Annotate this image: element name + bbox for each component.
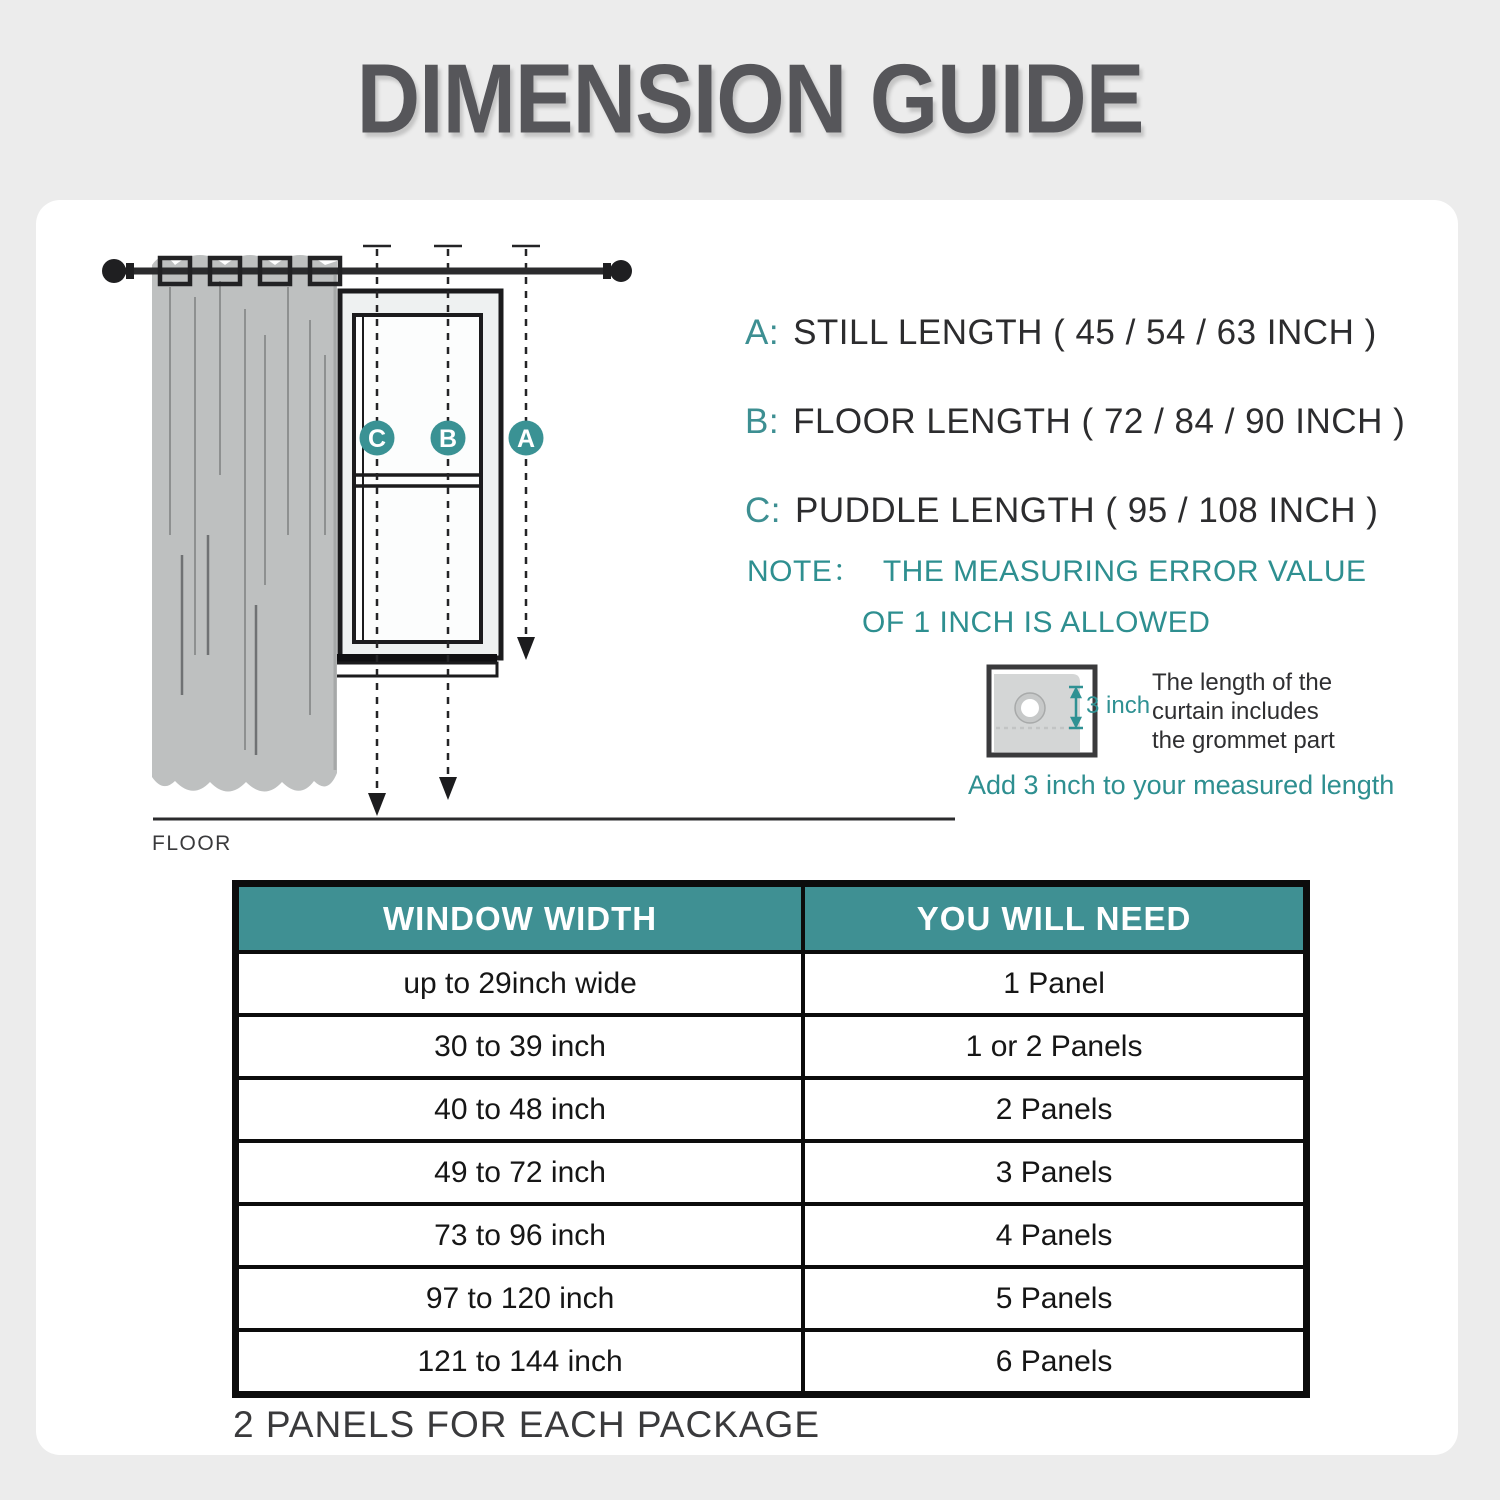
curtain-illustration [152,255,337,792]
marker-b-label: B [438,425,458,453]
cell-panels-needed: 6 Panels [803,1330,1306,1395]
marker-c-label: C [367,425,387,453]
table-header-row [236,884,1307,953]
legend-c-text: PUDDLE LENGTH ( 95 / 108 INCH ) [795,491,1379,530]
cell-window-width: up to 29inch wide [236,952,804,1015]
grommet-description-2: curtain includes [1152,698,1319,725]
note-label: NOTE： [747,555,863,588]
cell-panels-needed: 3 Panels [803,1141,1306,1204]
panel-size-table [232,880,1310,1398]
table-row [236,1015,1307,1078]
legend-c-prefix: C: [745,491,781,530]
cell-window-width: 97 to 120 inch [236,1267,804,1330]
table-row [236,1078,1307,1141]
table-row [236,1267,1307,1330]
grommet-description-3: the grommet part [1152,727,1335,754]
cell-window-width: 49 to 72 inch [236,1141,804,1204]
legend-a-prefix: A: [745,313,780,352]
legend-floor-length [745,402,1405,442]
grommet-detail-figure [986,664,1101,759]
cell-window-width: 121 to 144 inch [236,1330,804,1395]
rod-finial-right [610,260,632,282]
cell-panels-needed: 1 Panel [803,952,1306,1015]
header-window-width: WINDOW WIDTH [236,884,804,953]
legend-b-text: FLOOR LENGTH ( 72 / 84 / 90 INCH ) [793,402,1406,441]
table-row [236,1330,1307,1395]
cell-window-width: 40 to 48 inch [236,1078,804,1141]
note-line-1 [747,546,1367,590]
cell-window-width: 30 to 39 inch [236,1015,804,1078]
note-text-1: THE MEASURING ERROR VALUE [882,555,1367,588]
cell-panels-needed: 1 or 2 Panels [803,1015,1306,1078]
floor-label: FLOOR [152,832,232,855]
page-title: DIMENSION GUIDE [356,43,1144,155]
cell-panels-needed: 5 Panels [803,1267,1306,1330]
package-footnote: 2 PANELS FOR EACH PACKAGE [233,1404,821,1445]
legend-a-text: STILL LENGTH ( 45 / 54 / 63 INCH ) [793,313,1377,352]
legend-still-length [745,313,1377,353]
rod-finial-left [102,259,126,283]
cell-panels-needed: 4 Panels [803,1204,1306,1267]
grommet-measure-label: 3 inch [1086,692,1151,719]
cell-window-width: 73 to 96 inch [236,1204,804,1267]
grommet-description-1: The length of the [1152,669,1333,696]
add-length-note: Add 3 inch to your measured length [968,770,1395,800]
header-you-will-need: YOU WILL NEED [803,884,1306,953]
table-row [236,952,1307,1015]
table-row [236,1204,1307,1267]
legend-b-prefix: B: [745,402,780,441]
legend-puddle-length [745,491,1378,531]
cell-panels-needed: 2 Panels [803,1078,1306,1141]
table-row [236,1141,1307,1204]
note-line-2: OF 1 INCH IS ALLOWED [862,606,1211,639]
marker-a-label: A [516,425,536,453]
length-markers [360,421,544,456]
